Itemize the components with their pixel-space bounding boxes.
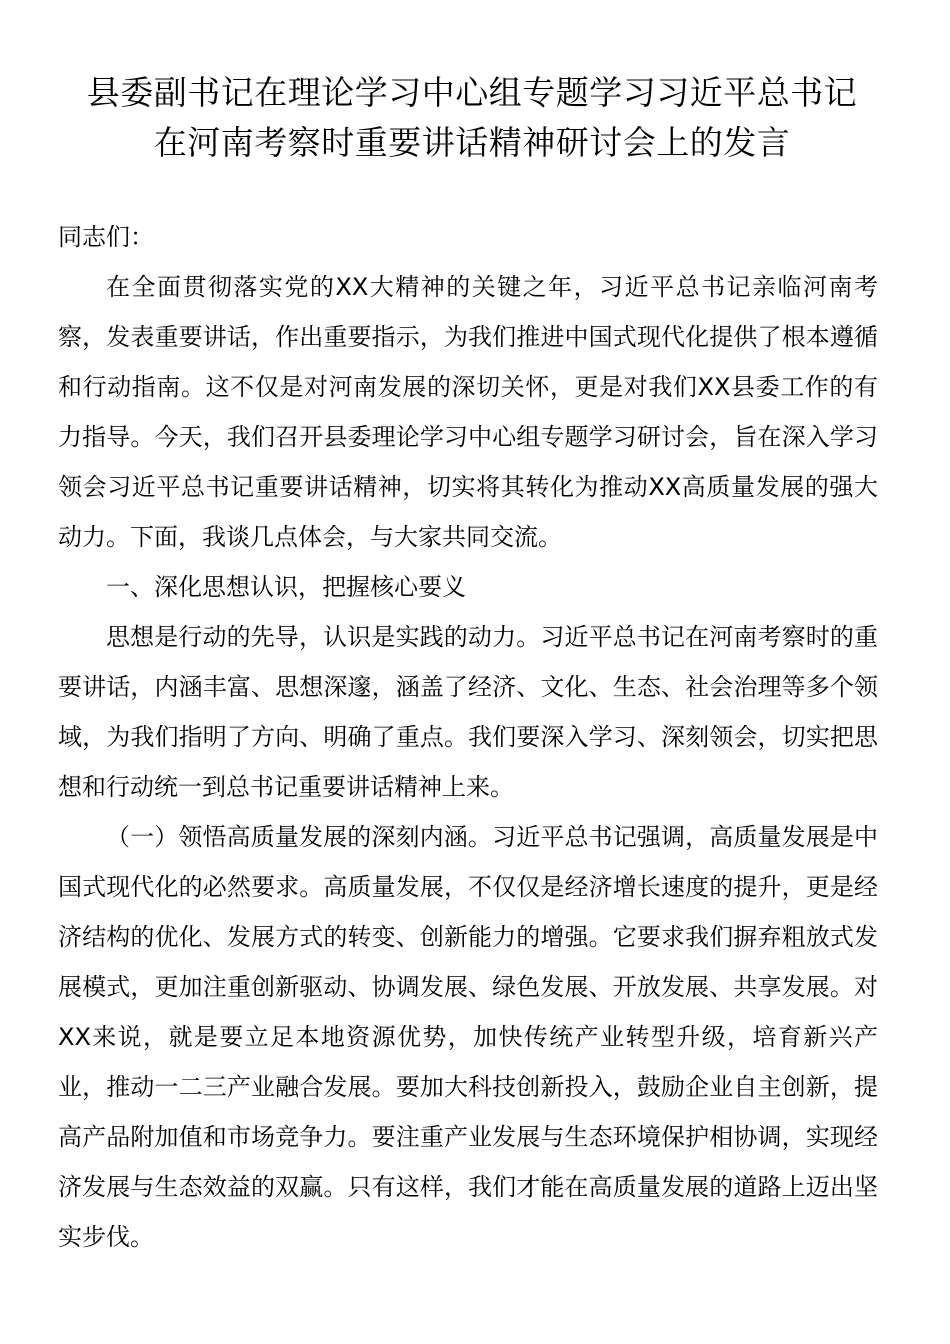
- salutation: 同志们：: [58, 223, 154, 251]
- section-heading-1: 一、深化思想认识，把握核心要义: [106, 573, 466, 601]
- paragraph-intro: 在全面贯彻落实党的XX大精神的关键之年，习近平总书记亲临河南考察，发表重要讲话，作出重要指示，为我们推进中国式现代化提供了根本遵循和行动指南。这不仅是对河南发展的深切关怀，更是对我们XX县委工作的有力指导。今天，我们召开县委理论学习中心组专题学习研讨会，旨在深入学习领会习近平总书记重要讲话精神，切实将其转化为推动XX高质量发展的强大动力。下面，我谈几点体会，与大家共同交流。: [58, 273, 878, 551]
- paragraph-section-1: 思想是行动的先导，认识是实践的动力。习近平总书记在河南考察时的重要讲话，内涵丰富、思想深邃，涵盖了经济、文化、生态、社会治理等多个领域，为我们指明了方向、明确了重点。我们要深入学习、深刻领会，切实把思想和行动统一到总书记重要讲话精神上来。: [58, 623, 878, 801]
- document-body: [58, 212, 878, 1262]
- document-title: [58, 68, 878, 168]
- paragraph-subsection-1: （一）领悟高质量发展的深刻内涵。习近平总书记强调，高质量发展是中国式现代化的必然要求。高质量发展，不仅仅是经济增长速度的提升，更是经济结构的优化、发展方式的转变、创新能力的增强。它要求我们摒弃粗放式发展模式，更加注重创新驱动、协调发展、绿色发展、开放发展、共享发展。对XX来说，就是要立足本地资源优势，加快传统产业转型升级，培育新兴产业，推动一二三产业融合发展。要加大科技创新投入，鼓励企业自主创新，提高产品附加值和市场竞争力。要注重产业发展与生态环境保护相协调，实现经济发展与生态效益的双赢。只有这样，我们才能在高质量发展的道路上迈出坚实步伐。: [58, 823, 878, 1251]
- title-line-2: 在河南考察时重要讲话精神研讨会上的发言: [153, 123, 791, 162]
- title-line-1: 县委副书记在理论学习中心组专题学习习近平总书记: [86, 73, 858, 112]
